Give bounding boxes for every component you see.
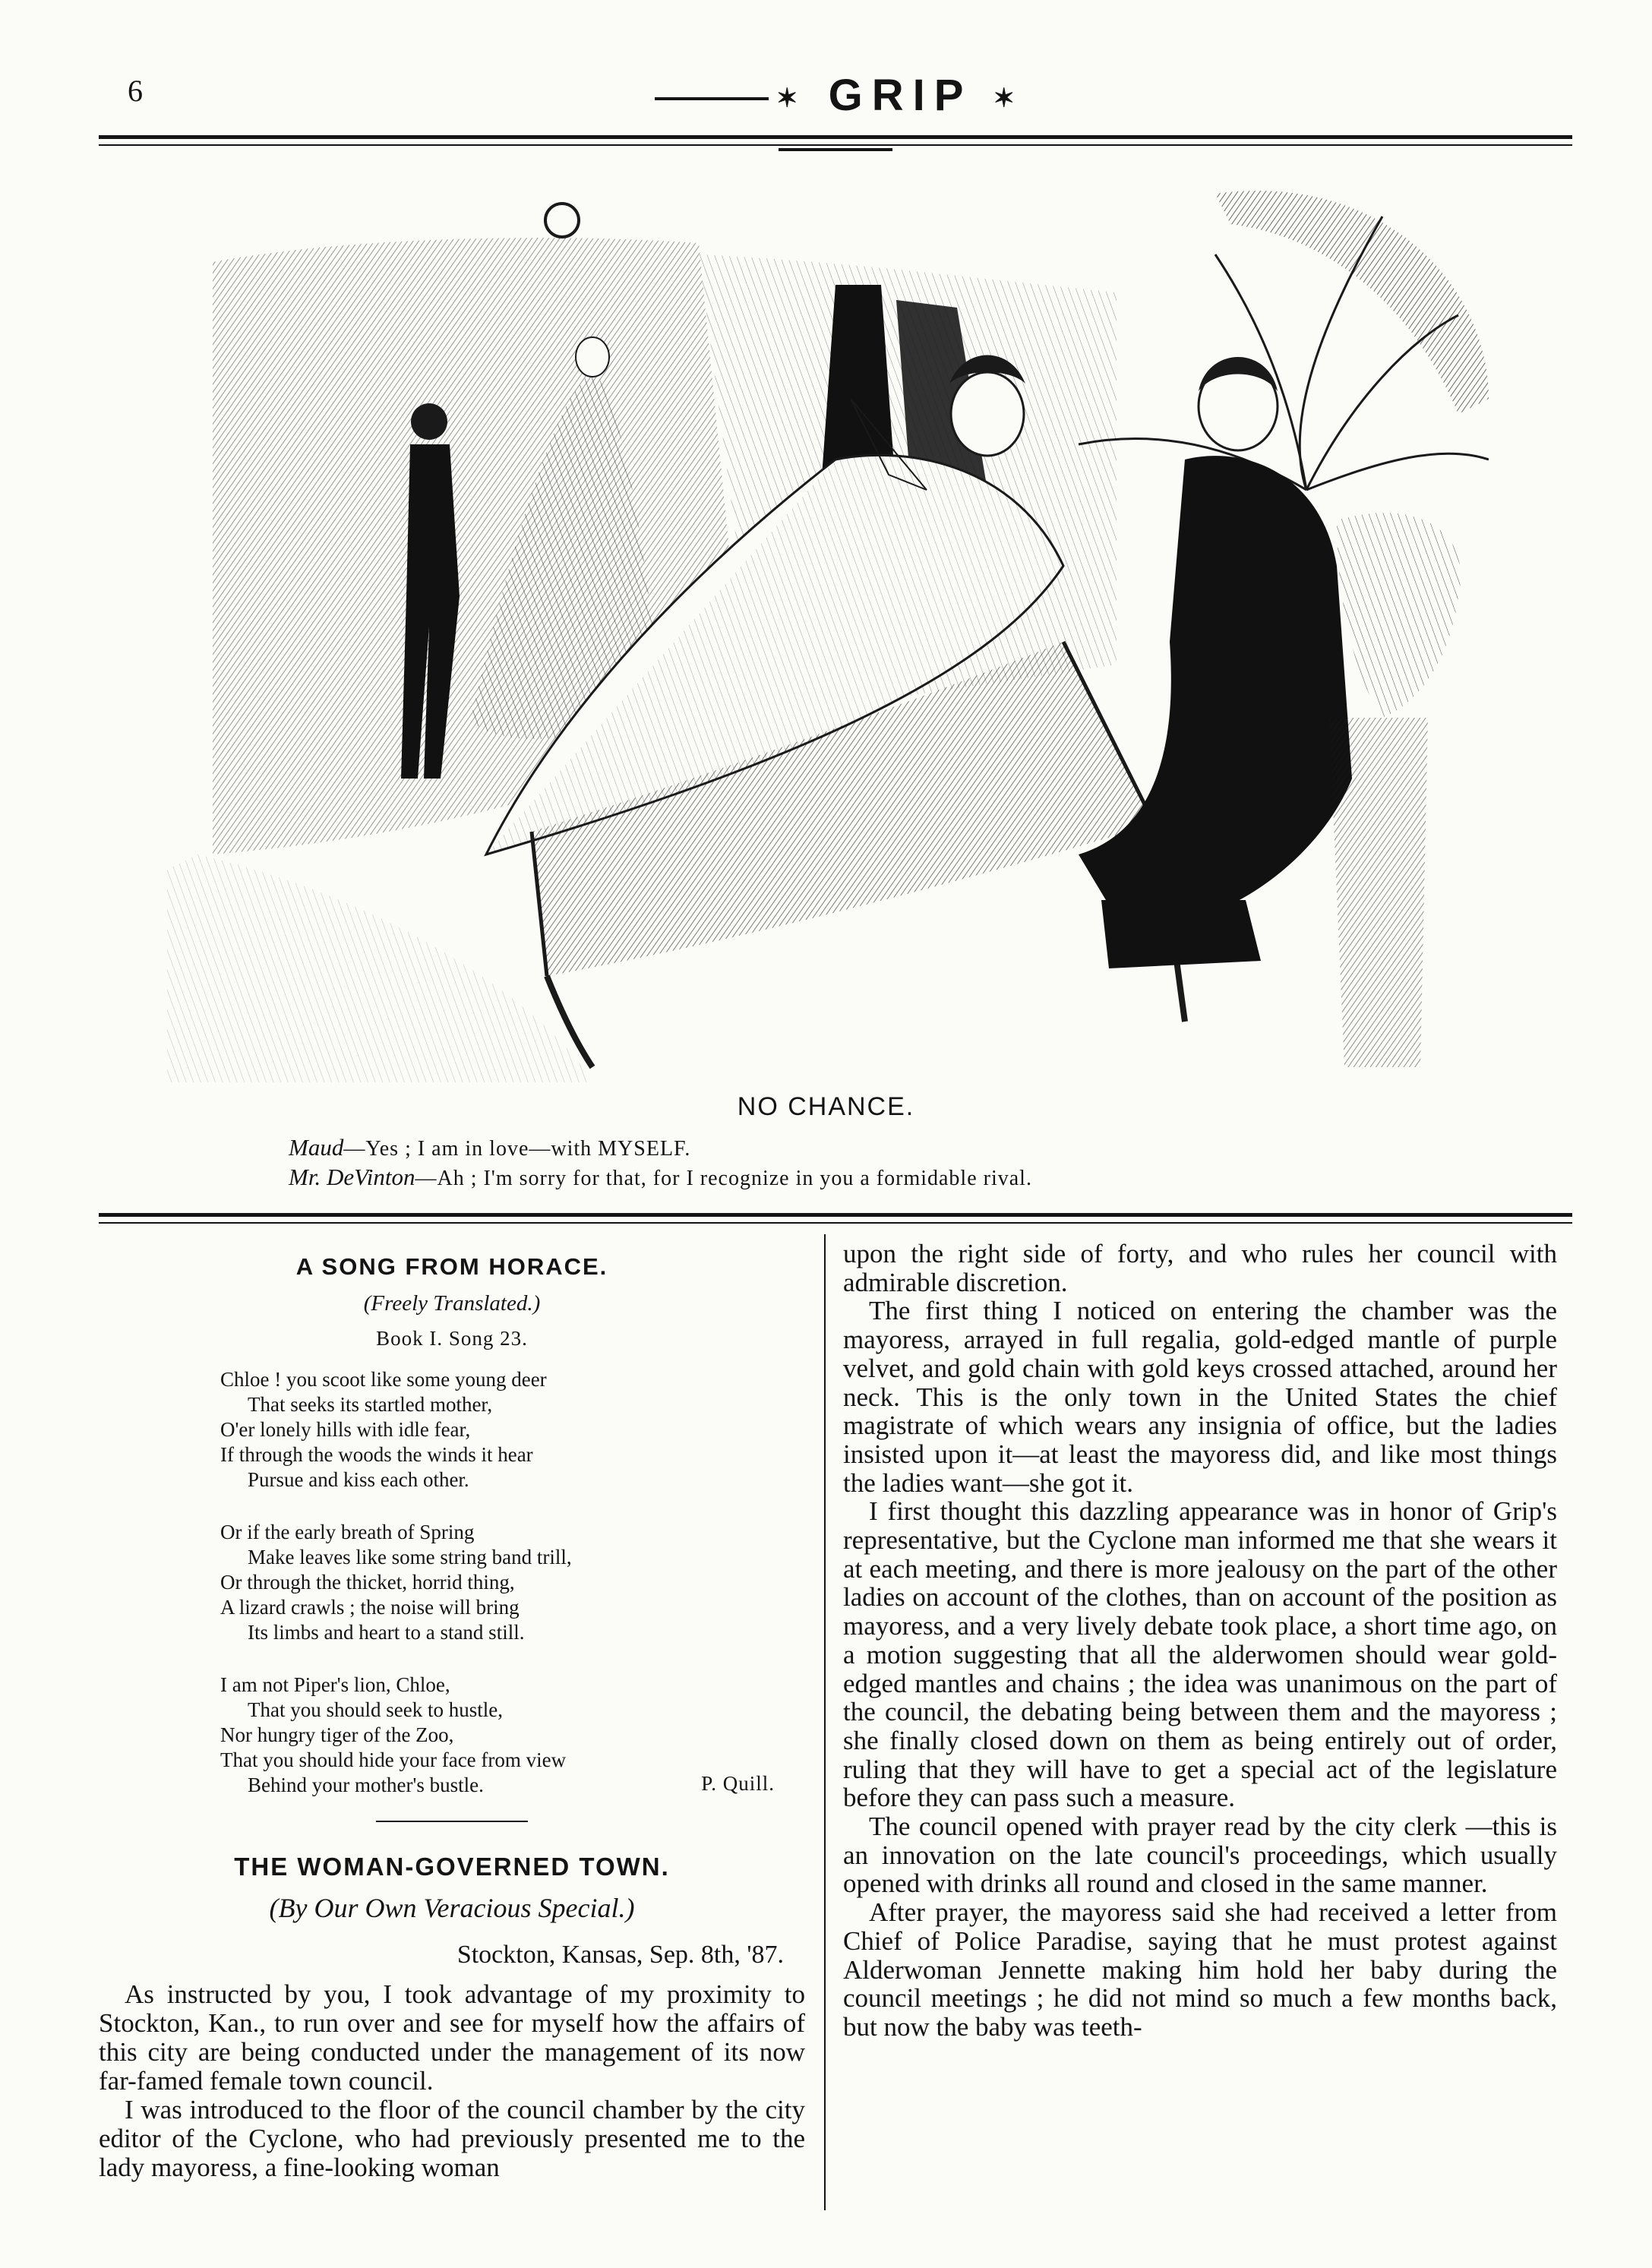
masthead <box>592 70 1079 172</box>
poem-line: That you should seek to hustle, <box>248 1698 503 1721</box>
article-paragraph: As instructed by you, I took advantage of my proximity to Stockton, Kan., to run over and see for myself how the affairs of this city are being conducted under the management of its now far-famed female town council. <box>99 1979 805 2096</box>
poem-line: If through the woods the winds it hear <box>220 1443 533 1466</box>
caption-line-1 <box>289 1134 690 1161</box>
header-rule-thin <box>99 144 1572 146</box>
poem-line: I am not Piper's lion, Chloe, <box>220 1673 450 1696</box>
left-column <box>99 1253 805 2182</box>
article-paragraph: upon the right side of forty, and who rules her council with admirable discretion. <box>843 1239 1557 1297</box>
poem-line: Pursue and kiss each other. <box>248 1468 469 1491</box>
poem-line: Chloe ! you scoot like some young deer <box>220 1368 547 1391</box>
poem-title: A SONG FROM HORACE. <box>295 1253 608 1280</box>
page-number: 6 <box>128 74 143 108</box>
masthead-rule-right <box>779 148 892 151</box>
poem-line: Or through the thicket, horrid thing, <box>220 1571 515 1594</box>
plant-urn <box>1337 513 1461 718</box>
poem-line: Nor hungry tiger of the Zoo, <box>220 1723 454 1746</box>
article-paragraph: I first thought this dazzling appearance was in honor of Grip's representative, but the Cyclone man informed me that she wears it at each meeting, and there is more jealousy on the part of the other ladies on account of the clothes, than on account of the position as mayoress, and a very lively debate took place, a short time ago, on a motion suggesting that all the alderwomen should wear gold-edged mantles and chains ; the idea was unanimous on the part of the council, the debating being between them and the mayoress ; she finally closed down on them as being entirely out of order, ruling that they will have to get a special act of the legislature before they can pass such a measure. <box>843 1496 1557 1813</box>
poem-book: Book I. Song 23. <box>376 1327 528 1350</box>
poem-line: Make leaves like some string band trill, <box>248 1546 572 1568</box>
poem-end-rule <box>376 1821 528 1822</box>
column-divider <box>824 1234 826 2210</box>
poem-stanza <box>220 1673 805 1798</box>
article-paragraph: After prayer, the mayoress said she had received a letter from Chief of Police Paradise, saying that he must protest against Alderwoman Jennette making him hold her baby during the council meetings ; he did not mind so much a few months back, but now the baby was teeth- <box>843 1897 1557 2042</box>
urn-pedestal <box>1329 718 1428 1067</box>
poem-line: A lizard crawls ; the noise will bring <box>220 1596 520 1619</box>
article-paragraph: The council opened with prayer read by the city clerk —this is an innovation on the late council's proceedings, which usually opened with drinks all round and closed in the same manner. <box>843 1812 1557 1899</box>
header-rule <box>99 135 1572 139</box>
wall-lamp <box>545 204 579 237</box>
caption-speaker-1: Maud <box>289 1134 344 1161</box>
poem-stanza <box>220 1520 805 1645</box>
star-icon: ✶ <box>775 84 807 113</box>
poem-stanza <box>220 1367 805 1493</box>
floor <box>167 854 592 1082</box>
article-dateline: Stockton, Kansas, Sep. 8th, '87. <box>456 1941 784 1969</box>
caption-line-2 <box>289 1164 1032 1191</box>
article-paragraph: I was introduced to the floor of the council chamber by the city editor of the Cyclone, who had previously presented me to the lady mayoress, a fine-looking woman <box>99 2095 805 2182</box>
article-byline: (By Our Own Veracious Special.) <box>269 1893 635 1923</box>
section-rule-thin <box>99 1222 1572 1224</box>
section-rule <box>99 1213 1572 1217</box>
poem-line: That seeks its startled mother, <box>248 1393 493 1416</box>
poem-line: Behind your mother's bustle. <box>248 1774 484 1796</box>
article-title: THE WOMAN-GOVERNED TOWN. <box>234 1853 670 1881</box>
masthead-rule-left <box>655 97 769 100</box>
caption-text-1: —Yes ; I am in love—with MYSELF. <box>343 1137 691 1161</box>
masthead-title: GRIP <box>828 71 972 120</box>
illustration-title: NO CHANCE. <box>737 1092 915 1121</box>
poem-line: That you should hide your face from view <box>220 1748 567 1771</box>
poem-line: Its limbs and heart to a stand still. <box>248 1621 525 1644</box>
star-icon: ✶ <box>993 84 1024 113</box>
poem-subtitle: (Freely Translated.) <box>363 1291 541 1316</box>
poem-author: P. Quill. <box>701 1772 775 1795</box>
caption-speaker-2: Mr. DeVinton <box>289 1164 415 1190</box>
article-paragraph: The first thing I noticed on entering the chamber was the mayoress, arrayed in full regalia, gold-edged mantle of purple velvet, and gold chain with gold keys crossed attached, around her neck. This is the only town in the United States the chief magistrate of which wears any insignia of office, but the ladies insisted upon it—at least the mayoress did, and like most things the ladies want—she got it. <box>843 1296 1557 1498</box>
right-column <box>843 1240 1557 2042</box>
caption-text-2: —Ah ; I'm sorry for that, for I recognize in you a formidable rival. <box>415 1167 1032 1190</box>
poem-line: Or if the early breath of Spring <box>220 1521 475 1543</box>
engraving-illustration <box>167 171 1489 1082</box>
poem-line: O'er lonely hills with idle fear, <box>220 1418 471 1441</box>
